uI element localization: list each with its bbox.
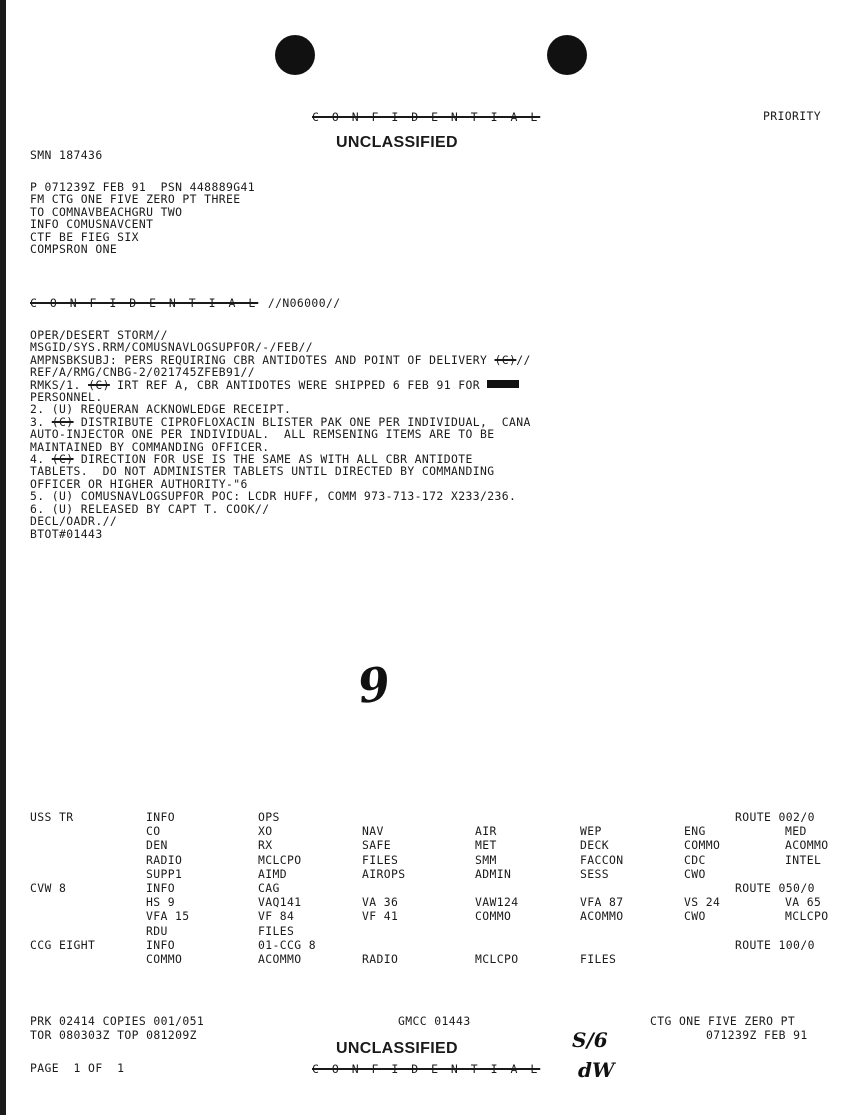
distribution-addressee: HS 9: [146, 895, 176, 910]
footer-unclassified-stamp: UNCLASSIFIED: [336, 1040, 458, 1057]
distribution-addressee: NAV: [362, 824, 384, 839]
punch-hole-left-icon: [275, 35, 315, 75]
distribution-addressee: CWO: [684, 909, 706, 924]
distribution-addressee: AIMD: [258, 866, 288, 881]
ctg-originator: CTG ONE FIVE ZERO PT: [650, 1014, 796, 1028]
routing-line: P 071239Z FEB 91 PSN 448889G41: [30, 180, 255, 194]
distribution-addressee: VA 65: [785, 895, 822, 910]
distribution-addressee: CO: [146, 824, 161, 839]
body-line: 5. (U) COMUSNAVLOGSUPFOR POC: LCDR HUFF, COMM 973-713-172 X233/236.: [30, 489, 517, 504]
handwritten-initials: dW: [578, 1058, 615, 1082]
distribution-addressee: RADIO: [362, 952, 399, 966]
distribution-addressee: XO: [258, 824, 273, 839]
para-text: DIRECTION FOR USE IS THE SAME AS WITH ALL CBR ANTIDOTE: [73, 452, 473, 467]
distribution-addressee: VF 41: [362, 909, 399, 924]
body-line: MSGID/SYS.RRM/COMUSNAVLOGSUPFOR/-/FEB//: [30, 340, 314, 355]
routing-block: [30, 181, 255, 255]
distribution-addressee: INFO: [146, 810, 176, 824]
body-line: DECL/OADR.//: [30, 514, 118, 529]
classification-tag: //N06000//: [267, 296, 341, 310]
classification-line: [30, 292, 340, 311]
distribution-addressee: INFO: [146, 937, 176, 952]
remarks-prefix: RMKS/1.: [30, 377, 89, 392]
distribution-table: [30, 810, 845, 970]
distribution-addressee: VF 84: [258, 909, 295, 924]
redaction-block: [487, 380, 519, 388]
body-line: 6. (U) RELEASED BY CAPT T. COOK//: [30, 501, 270, 516]
distribution-addressee: RX: [258, 838, 273, 853]
body-line: REF/A/RMG/CNBG-2/021745ZFEB91//: [30, 365, 255, 380]
struck-marking: (C): [51, 414, 74, 429]
distribution-addressee: RDU: [146, 923, 168, 938]
remarks-text: IRT REF A, CBR ANTIDOTES WERE SHIPPED 6 FEB 91 FOR: [109, 377, 488, 392]
distribution-addressee: ADMIN: [475, 866, 512, 881]
distribution-addressee: VFA 87: [580, 895, 624, 910]
priority-label: PRIORITY: [763, 109, 822, 123]
distribution-addressee: ENG: [684, 824, 706, 839]
distribution-addressee: MCLCPO: [258, 852, 302, 867]
routing-line: FM CTG ONE FIVE ZERO PT THREE: [30, 192, 241, 207]
distribution-addressee: SUPP1: [146, 866, 183, 881]
distribution-addressee: ACOMMO: [580, 909, 624, 924]
distribution-addressee: WEP: [580, 824, 602, 839]
message-body: [30, 329, 531, 540]
distribution-addressee: RADIO: [146, 852, 183, 867]
distribution-addressee: COMMO: [684, 838, 721, 853]
distribution-command: USS TR: [30, 810, 74, 824]
distribution-addressee: MCLCPO: [785, 909, 829, 924]
distribution-addressee: SMM: [475, 852, 497, 867]
distribution-addressee: VS 24: [684, 895, 721, 910]
distribution-addressee: INTEL: [785, 852, 822, 867]
distribution-command: CVW 8: [30, 881, 67, 895]
distribution-addressee: MED: [785, 824, 807, 839]
body-line: OPER/DESERT STORM//: [30, 328, 168, 342]
subject-text: AMPNSBKSUBJ: PERS REQUIRING CBR ANTIDOTES AND POINT OF DELIVERY: [30, 352, 495, 367]
distribution-addressee: COMMO: [146, 952, 183, 966]
punch-hole-right-icon: [547, 35, 587, 75]
distribution-command: CCG EIGHT: [30, 937, 96, 952]
body-line: TABLETS. DO NOT ADMINISTER TABLETS UNTIL DIRECTED BY COMMANDING: [30, 464, 495, 479]
routing-line: CTF BE FIEG SIX: [30, 229, 139, 244]
struck-marking: (C): [88, 377, 110, 392]
left-margin-bar: [0, 0, 6, 1115]
distribution-addressee: VFA 15: [146, 909, 190, 924]
distribution-addressee: VAQ141: [258, 895, 302, 910]
routing-line: INFO COMUSNAVCENT: [30, 217, 154, 232]
distribution-addressee: ACOMMO: [785, 838, 829, 853]
smn-number: SMN 187436: [30, 148, 103, 162]
routing-line: COMPSRON ONE: [30, 242, 118, 257]
distribution-route: ROUTE 050/0: [735, 881, 815, 895]
distribution-addressee: MET: [475, 838, 497, 853]
distribution-addressee: MCLCPO: [475, 952, 519, 966]
distribution-addressee: AIROPS: [362, 866, 406, 881]
distribution-route: ROUTE 002/0: [735, 810, 815, 824]
gmcc-number: GMCC 01443: [398, 1014, 471, 1028]
distribution-addressee: VAW124: [475, 895, 519, 910]
header-unclassified-stamp: UNCLASSIFIED: [336, 134, 458, 151]
body-line: OFFICER OR HIGHER AUTHORITY-"6: [30, 476, 248, 491]
subject-end: //: [516, 352, 531, 367]
prk-copies: PRK 02414 COPIES 001/051: [30, 1014, 205, 1028]
routing-line: TO COMNAVBEACHGRU TWO: [30, 204, 183, 219]
distribution-addressee: ACOMMO: [258, 952, 302, 966]
distribution-route: ROUTE 100/0: [735, 937, 815, 952]
distribution-addressee: FILES: [580, 952, 617, 966]
body-line: [30, 379, 531, 391]
distribution-addressee: COMMO: [475, 909, 512, 924]
date-time-group: 071239Z FEB 91: [706, 1028, 808, 1042]
distribution-addressee: OPS: [258, 810, 280, 824]
body-line: AUTO-INJECTOR ONE PER INDIVIDUAL. ALL REMSENING ITEMS ARE TO BE: [30, 427, 495, 442]
body-line: PERSONNEL.: [30, 390, 103, 405]
handwritten-initials: S/6: [572, 1028, 608, 1052]
footer-classification-struck: C O N F I D E N T I A L: [312, 1062, 541, 1076]
struck-marking: (C): [494, 352, 517, 367]
distribution-addressee: CDC: [684, 852, 706, 867]
distribution-addressee: FILES: [362, 852, 399, 867]
distribution-addressee: AIR: [475, 824, 497, 839]
distribution-addressee: CAG: [258, 881, 280, 895]
distribution-addressee: INFO: [146, 881, 176, 895]
classification-struck: C O N F I D E N T I A L: [30, 296, 259, 310]
para-number: 4.: [30, 452, 52, 467]
distribution-addressee: VA 36: [362, 895, 399, 910]
distribution-addressee: FILES: [258, 923, 295, 938]
body-line: BTOT#01443: [30, 526, 103, 541]
handwritten-mark: 9: [354, 656, 394, 714]
header-classification-struck: C O N F I D E N T I A L: [312, 110, 541, 124]
distribution-addressee: 01-CCG 8: [258, 937, 317, 952]
tor-top: TOR 080303Z TOP 081209Z: [30, 1028, 197, 1042]
distribution-addressee: FACCON: [580, 852, 624, 867]
para-text: DISTRIBUTE CIPROFLOXACIN BLISTER PAK ONE PER INDIVIDUAL, CANA: [73, 414, 531, 429]
body-line: MAINTAINED BY COMMANDING OFFICER.: [30, 439, 270, 454]
distribution-addressee: SESS: [580, 866, 610, 881]
distribution-addressee: CWO: [684, 866, 706, 881]
page-number: PAGE 1 OF 1: [30, 1061, 125, 1075]
para-number: 3.: [30, 414, 52, 429]
struck-marking: (C): [51, 452, 74, 467]
distribution-addressee: SAFE: [362, 838, 392, 853]
distribution-addressee: DEN: [146, 838, 168, 853]
distribution-addressee: DECK: [580, 838, 610, 853]
body-line: 2. (U) REQUERAN ACKNOWLEDGE RECEIPT.: [30, 402, 292, 417]
